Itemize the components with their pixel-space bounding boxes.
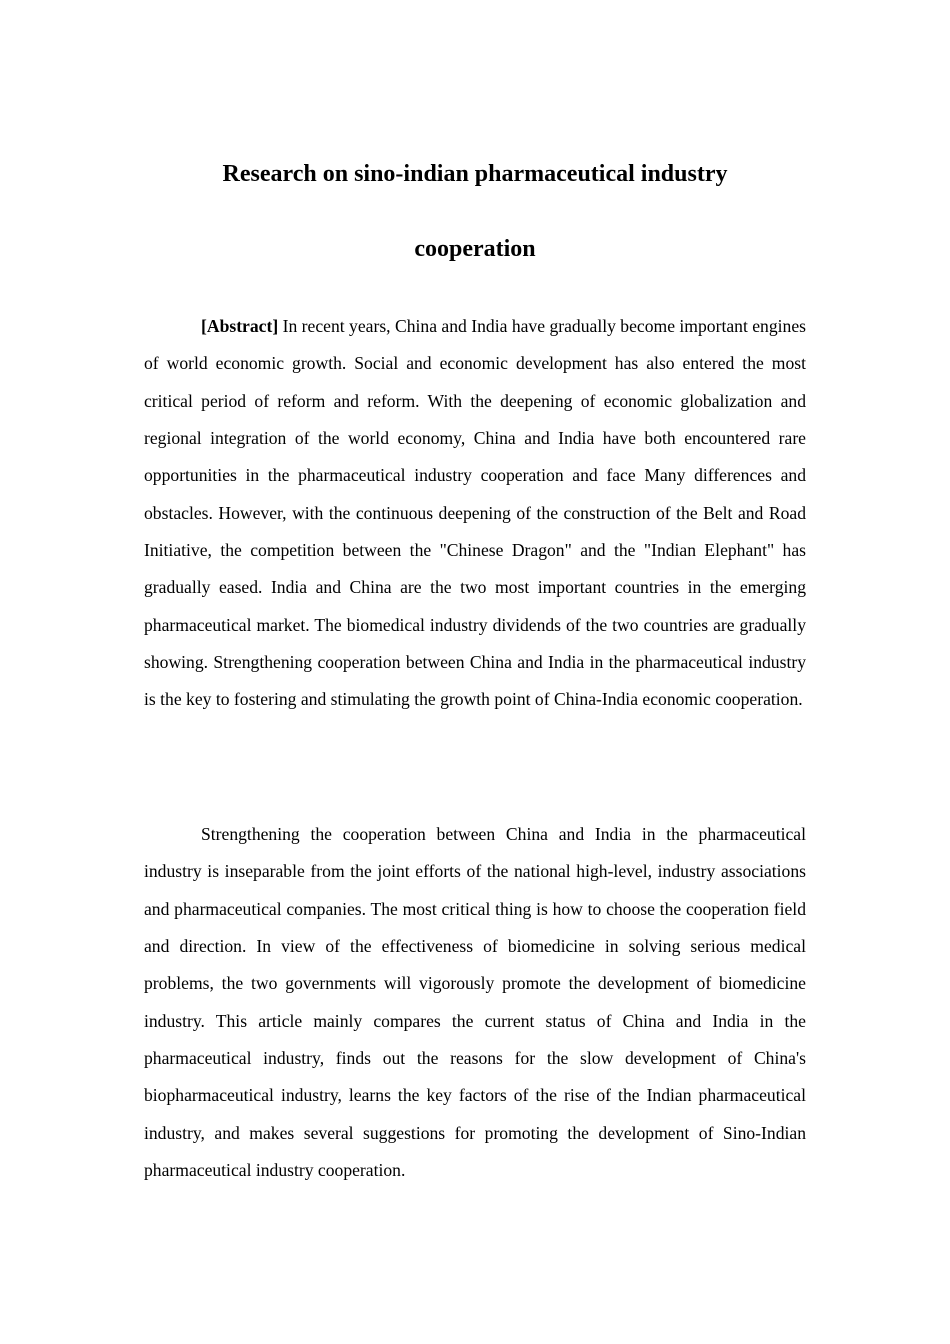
document-title-line-1: Research on sino-indian pharmaceutical industry — [222, 161, 728, 187]
document-title-line-2: cooperation — [414, 236, 536, 262]
abstract-label: [Abstract] — [201, 316, 279, 336]
body-paragraph-2: Strengthening the cooperation between China and India in the pharmaceutical industry is inseparable from the joint efforts of the national high-level, industry associations and pharmaceutical companies. The most critical thing is how to choose the cooperation field and direction. In view of the effectiveness of biomedicine in solving serious medical problems, the two governments will vigorously promote the development of biomedicine industry. This article mainly compares the current status of China and India in the pharmaceutical industry, finds out the reasons for the slow development of China's biopharmaceutical industry, learns the key factors of the rise of the Indian pharmaceutical industry, and makes several suggestions for promoting the development of Sino-Indian pharmaceutical industry cooperation. — [144, 824, 806, 1181]
abstract-text: In recent years, China and India have gradually become important engines of world economic growth. Social and economic development has also entered the most critical period of reform and reform. With the deepening of economic globalization and regional integration of the world economy, China and India have both encountered rare opportunities in the pharmaceutical industry cooperation and face Many differences and obstacles. However, with the continuous deepening of the construction of the Belt and Road Initiative, the competition between the "Chinese Dragon" and the "Indian Elephant" has gradually eased. India and China are the two most important countries in the emerging pharmaceutical market. The biomedical industry dividends of the two countries are gradually showing. Strengthening cooperation between China and India in the pharmaceutical industry is the key to fostering and stimulating the growth point of China-India economic cooperation. — [144, 316, 806, 710]
abstract-paragraph — [144, 308, 806, 719]
